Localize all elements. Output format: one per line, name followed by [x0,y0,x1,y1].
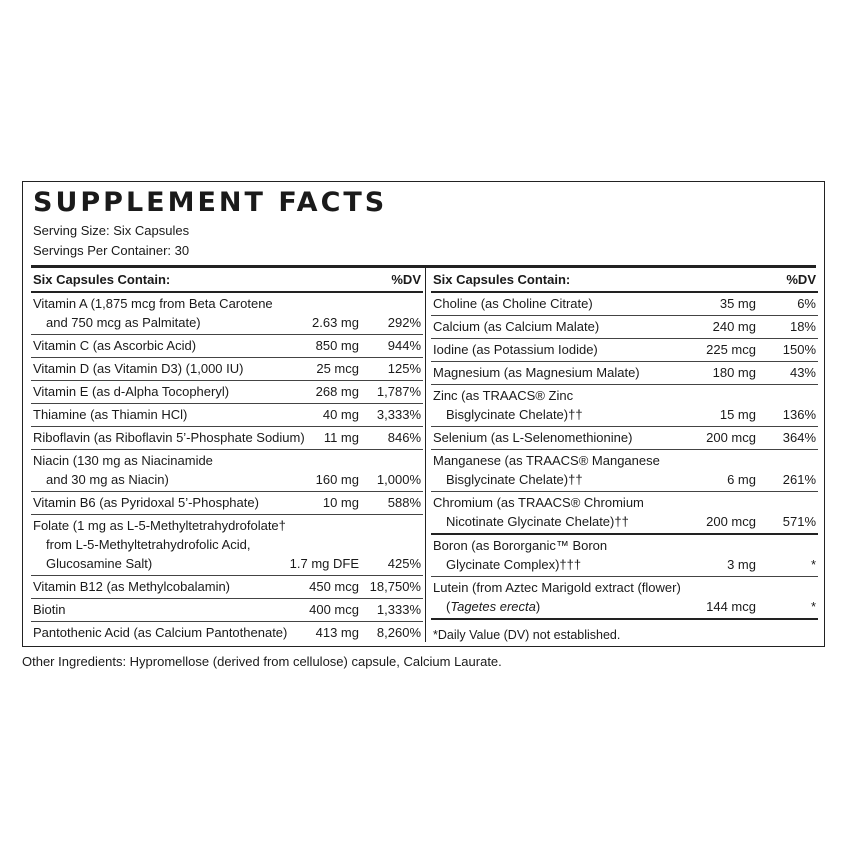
nutrient-dv: 43% [789,365,816,380]
nutrient-name: Manganese (as TRAACS® Manganese [433,453,660,468]
nutrient-row-folate [31,515,423,576]
nutrient-row-vitamin-d [31,358,423,381]
nutrient-name: Boron (as Bororganic™ Boron [433,538,608,553]
nutrient-amount: 200 mcg [706,430,756,445]
nutrient-dv: 261% [782,472,816,487]
nutrient-name: Niacin (130 mg as Niacinamide [33,453,213,468]
nutrient-dv: 125% [387,361,421,376]
nutrient-name-cont [446,598,540,616]
nutrient-row-thiamine [31,404,423,427]
nutrient-amount: 268 mg [315,384,359,399]
nutrient-name: Vitamin C (as Ascorbic Acid) [33,338,197,353]
nutrient-dv: 364% [782,430,816,445]
nutrient-row-chromium [431,492,818,535]
nutrient-amount: 40 mg [322,407,359,422]
nutrient-amount: 144 mcg [706,599,756,614]
left-column [31,268,423,644]
nutrient-name: Pantothenic Acid (as Calcium Pantothenate) [33,625,288,640]
nutrient-dv: 1,333% [376,602,421,617]
nutrient-amount: 400 mcg [309,602,359,617]
nutrient-amount: 225 mcg [706,342,756,357]
paren-open: ( [446,599,451,614]
botanical-name: Tagetes erecta [450,599,536,614]
nutrient-amount: 6 mg [727,472,756,487]
nutrient-row-vitamin-c [31,335,423,358]
nutrient-row-iodine [431,339,818,362]
nutrient-name: Magnesium (as Magnesium Malate) [433,365,640,380]
nutrient-dv: * [810,557,816,572]
nutrient-amount: 11 mg [323,430,359,445]
nutrient-row-calcium [431,316,818,339]
nutrient-row-vitamin-b6 [31,492,423,515]
nutrient-name: Vitamin A (1,875 mcg from Beta Carotene [33,296,273,311]
nutrient-dv: 1,787% [376,384,421,399]
panel-title: SUPPLEMENT FACTS [33,187,388,218]
nutrient-name-cont: from L-5-Methyltetrahydrofolic Acid, [46,537,251,552]
nutrient-name: Biotin [33,602,66,617]
nutrient-dv: 18,750% [369,579,421,594]
nutrient-dv: 571% [782,514,816,529]
nutrient-dv: 588% [387,495,421,510]
column-header [31,268,423,293]
nutrient-dv: 1,000% [376,472,421,487]
nutrient-amount: 160 mg [315,472,359,487]
nutrient-name-cont: and 750 mcg as Palmitate) [46,315,201,330]
nutrient-dv: 944% [387,338,421,353]
nutrient-amount: 3 mg [727,557,756,572]
nutrient-name-cont: Glycinate Complex)††† [446,557,582,572]
nutrient-name: Choline (as Choline Citrate) [433,296,593,311]
nutrient-dv: * [810,599,816,614]
servings-per-container: Servings Per Container: 30 [33,243,190,258]
column-header [431,268,818,293]
column-header-label: Six Capsules Contain: [433,272,571,287]
nutrient-name: Vitamin E (as d-Alpha Tocopheryl) [33,384,230,399]
serving-size: Serving Size: Six Capsules [33,223,190,238]
nutrient-dv: 8,260% [376,625,421,640]
nutrient-name-cont: Nicotinate Glycinate Chelate)†† [446,514,629,529]
nutrient-dv: 292% [387,315,421,330]
nutrient-name-cont: and 30 mg as Niacin) [46,472,169,487]
nutrient-amount: 15 mg [719,407,756,422]
nutrient-dv: 425% [387,556,421,571]
nutrient-amount: 35 mg [719,296,756,311]
nutrient-amount: 450 mcg [309,579,359,594]
nutrient-amount: 10 mg [322,495,359,510]
nutrient-name: Thiamine (as Thiamin HCl) [33,407,188,422]
nutrient-row-choline [431,293,818,316]
nutrient-row-biotin [31,599,423,622]
nutrient-row-zinc [431,385,818,427]
nutrient-name: Calcium (as Calcium Malate) [433,319,600,334]
nutrient-name: Vitamin B12 (as Methylcobalamin) [33,579,231,594]
nutrient-name: Folate (1 mg as L-5-Methyltetrahydrofolate† [33,518,286,533]
nutrient-amount: 850 mg [315,338,359,353]
nutrient-amount: 1.7 mg DFE [289,556,359,571]
nutrient-row-riboflavin [31,427,423,450]
nutrient-name-cont: Glucosamine Salt) [46,556,153,571]
nutrient-dv: 846% [387,430,421,445]
paren-close: ) [535,599,541,614]
nutrient-name: Vitamin B6 (as Pyridoxal 5’-Phosphate) [33,495,259,510]
nutrient-row-magnesium [431,362,818,385]
nutrient-amount: 2.63 mg [312,315,359,330]
nutrient-name: Selenium (as L-Selenomethionine) [433,430,633,445]
right-column [431,268,818,644]
nutrient-row-selenium [431,427,818,450]
footnote-area [431,620,818,644]
nutrient-name: Iodine (as Potassium Iodide) [433,342,598,357]
nutrient-name-cont: Bisglycinate Chelate)†† [446,407,583,422]
nutrient-name: Lutein (from Aztec Marigold extract (flower) [433,580,681,595]
nutrient-row-manganese [431,450,818,492]
nutrient-amount: 200 mcg [706,514,756,529]
nutrient-dv: 18% [789,319,816,334]
nutrient-row-niacin [31,450,423,492]
supplement-facts-panel [22,181,825,647]
nutrient-name: Vitamin D (as Vitamin D3) (1,000 IU) [33,361,244,376]
nutrient-name-cont: Bisglycinate Chelate)†† [446,472,583,487]
nutrient-dv: 150% [782,342,816,357]
nutrient-amount: 413 mg [315,625,359,640]
nutrient-name: Zinc (as TRAACS® Zinc [433,388,574,403]
nutrient-amount: 240 mg [712,319,756,334]
nutrient-row-pantothenic-acid [31,622,423,644]
dv-footnote: *Daily Value (DV) not established. [433,628,621,642]
other-ingredients: Other Ingredients: Hypromellose (derived from cellulose) capsule, Calcium Laurate. [22,654,502,669]
nutrient-row-lutein [431,577,818,620]
nutrient-dv: 136% [782,407,816,422]
nutrient-dv: 3,333% [376,407,421,422]
nutrient-amount: 180 mg [712,365,756,380]
nutrient-row-vitamin-e [31,381,423,404]
column-header-label: Six Capsules Contain: [33,272,171,287]
nutrient-amount: 25 mcg [316,361,359,376]
nutrient-row-boron [431,535,818,577]
nutrient-row-vitamin-b12 [31,576,423,599]
column-header-dv: %DV [391,272,421,287]
nutrient-name: Riboflavin (as Riboflavin 5’-Phosphate Sodium) [33,430,305,445]
column-separator [425,268,426,642]
nutrient-name: Chromium (as TRAACS® Chromium [433,495,644,510]
column-header-dv: %DV [786,272,816,287]
nutrient-dv: 6% [797,296,816,311]
nutrient-row-vitamin-a [31,293,423,335]
